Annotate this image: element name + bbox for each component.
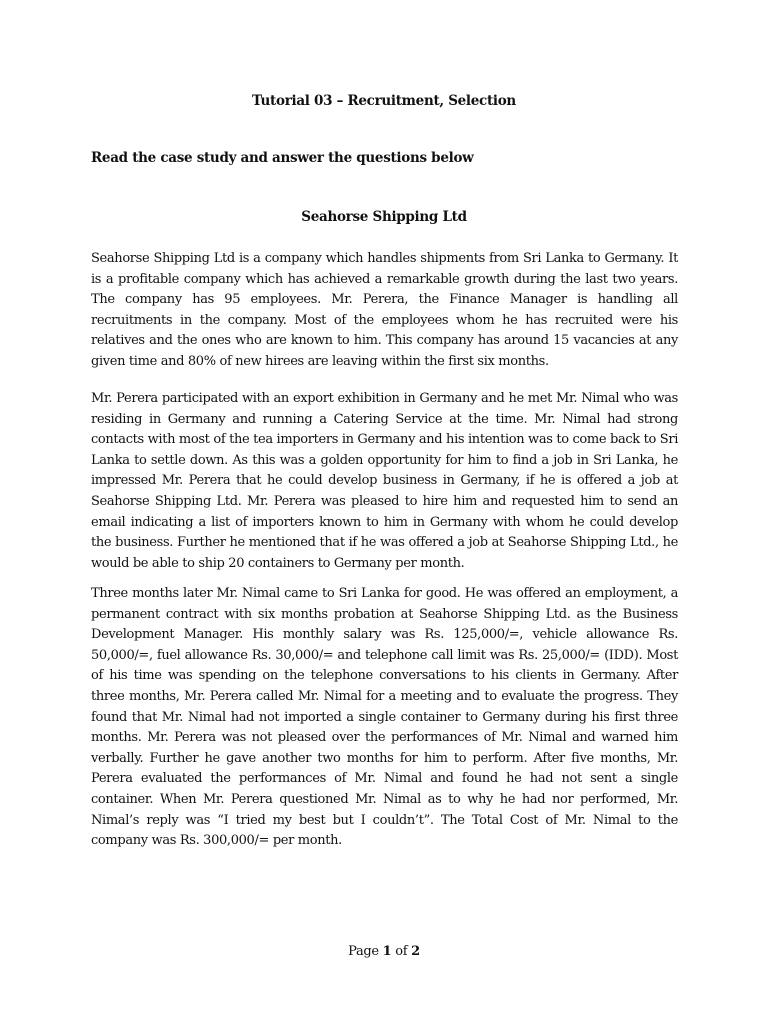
- total-pages-number: 2: [411, 944, 420, 959]
- current-page-number: 1: [382, 944, 392, 959]
- paragraph-2: Mr. Perera participated with an export exhibition in Germany and he met Mr. Nimal who was residing in Germany and running a Catering Service at the time. Mr. Nimal had strong contacts with most of the tea importers in Germany and his intention was to come back to Sri Lanka to settle down. As this was a golden opportunity for him to find a job in Sri Lanka, he impressed Mr. Perera that he could develop business in Germany, if he is offered a job at Seahorse Shipping Ltd. Mr. Perera was pleased to hire him and requested him to send an email indicating a list of importers known to him in Germany with whom he could develop the business. Further he mentioned that if he was offered a job at Seahorse Shipping Ltd., he would be able to ship 20 containers to Germany per month.: [91, 391, 678, 571]
- paragraph-3: Three months later Mr. Nimal came to Sri Lanka for good. He was offered an employment, a permanent contract with six months probation at Seahorse Shipping Ltd. as the Business Development Manager. His monthly salary was Rs. 125,000/=, vehicle allowance Rs. 50,000/=, fuel allowance Rs. 30,000/= and telephone call limit was Rs. 25,000/= (IDD). Most of his time was spending on the telephone conversations to his clients in Germany. After three months, Mr. Perera called Mr. Nimal for a meeting and to evaluate the progress. They found that Mr. Nimal had not imported a single container to Germany during his first three months. Mr. Perera was not pleased over the performances of Mr. Nimal and warned him verbally. Further he gave another two months for him to perform. After five months, Mr. Perera evaluated the performances of Mr. Nimal and found he had not sent a single container. When Mr. Perera questioned Mr. Nimal as to why he had nor performed, Mr. Nimal’s reply was “I tried my best but I couldn’t”. The Total Cost of Mr. Nimal to the company was Rs. 300,000/= per month.: [91, 586, 678, 849]
- page-title: Tutorial 03 – Recruitment, Selection: [252, 93, 516, 109]
- of-label: of: [395, 944, 408, 959]
- case-study-title: Seahorse Shipping Ltd: [301, 209, 467, 225]
- page-label: Page: [348, 944, 379, 959]
- paragraph-1: Seahorse Shipping Ltd is a company which handles shipments from Sri Lanka to Germany. It is a profitable company which has achieved a remarkable growth during the last two years. The company has 95 employees. Mr. Perera, the Finance Manager is handling all recruitments in the company. Most of the employees whom he has recruited were his relatives and the ones who are known to him. This company has around 15 vacancies at any given time and 80% of new hirees are leaving within the first six months.: [91, 251, 678, 369]
- page-footer: [0, 944, 768, 959]
- instruction-heading: Read the case study and answer the questions below: [91, 150, 474, 166]
